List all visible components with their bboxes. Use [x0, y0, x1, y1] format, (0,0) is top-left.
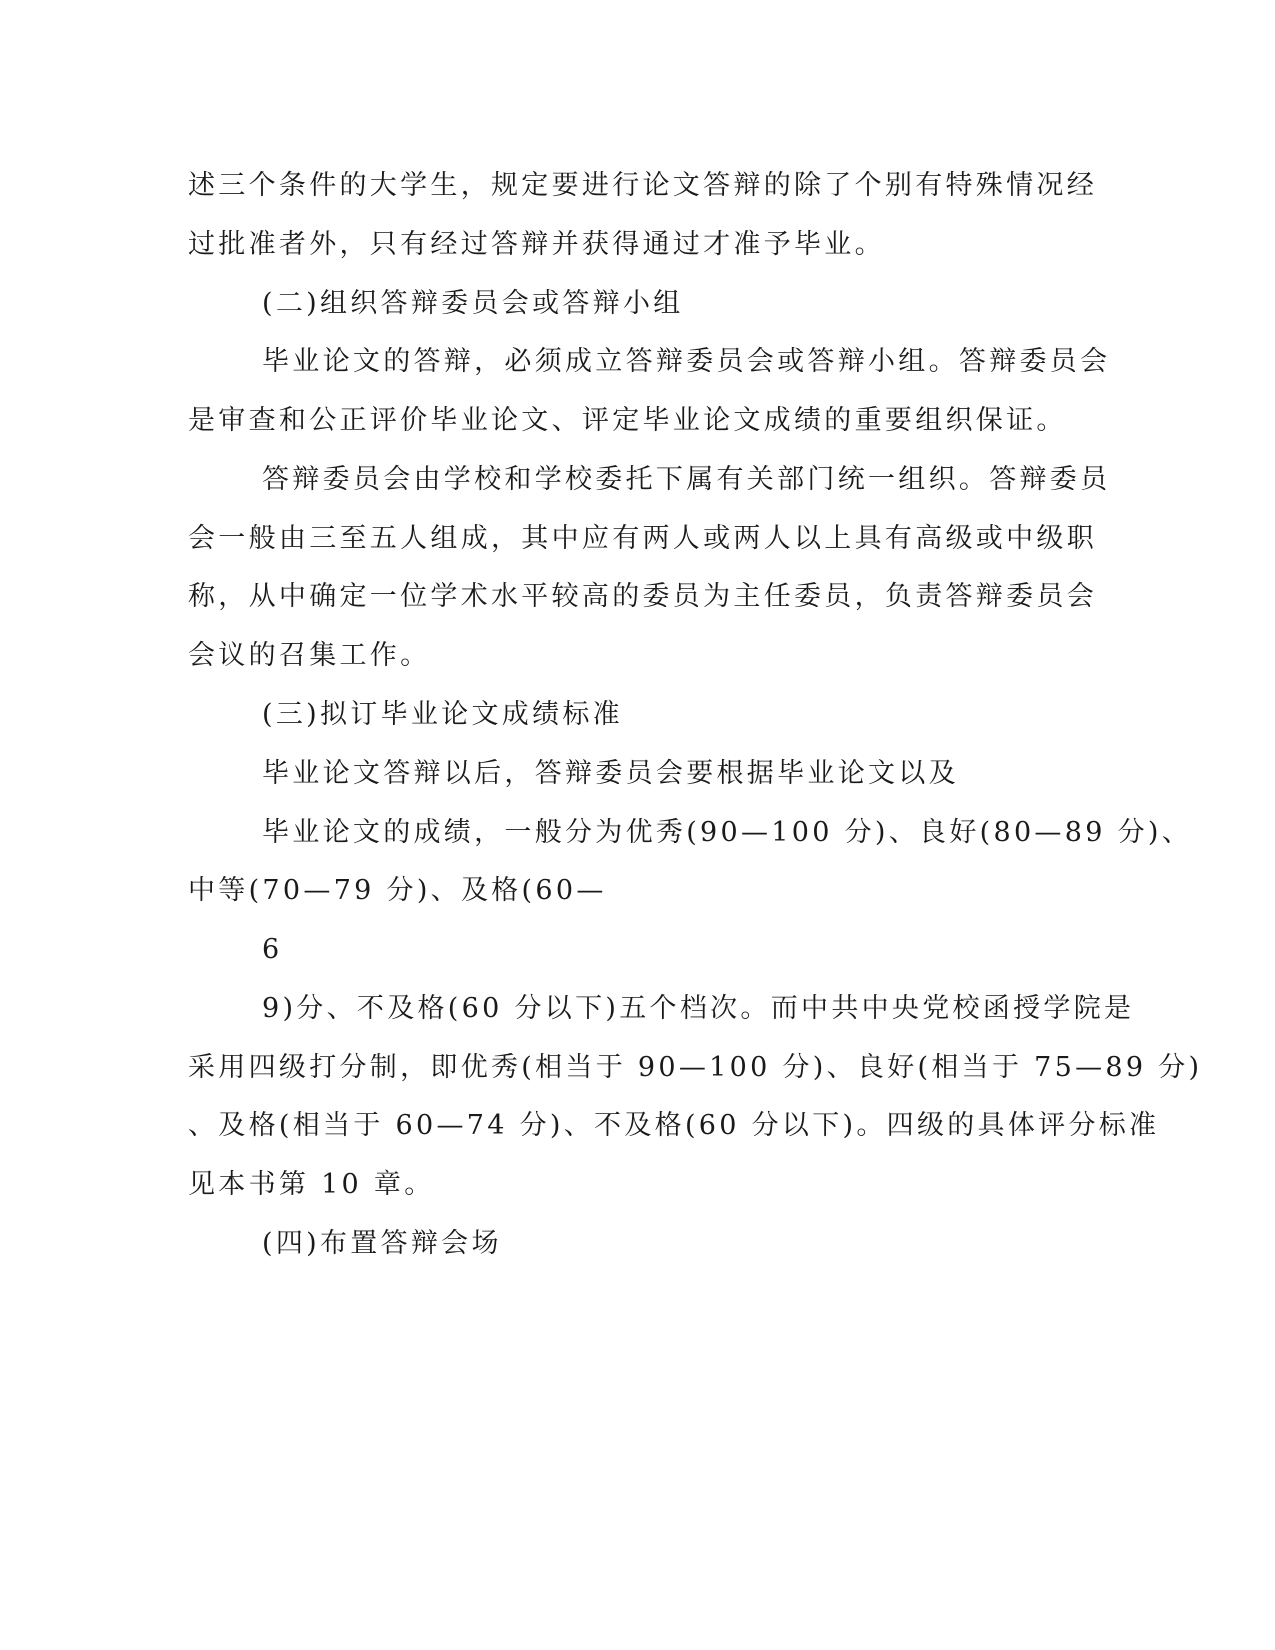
text-line: 中等(70—79 分)、及格(60— [188, 875, 607, 906]
text-line: 见本书第 10 章。 [188, 1169, 435, 1200]
text-line: 称，从中确定一位学术水平较高的委员为主任委员，负责答辩委员会 [188, 581, 1097, 612]
section-heading: (四)布置答辩会场 [262, 1228, 502, 1259]
text-line: 会一般由三至五人组成，其中应有两人或两人以上具有高级或中级职 [188, 523, 1097, 554]
text-line: 是审查和公正评价毕业论文、评定毕业论文成绩的重要组织保证。 [188, 405, 1067, 436]
text-line: 、及格(相当于 60—74 分)、不及格(60 分以下)。四级的具体评分标准 [188, 1110, 1160, 1141]
section-heading: (三)拟订毕业论文成绩标准 [262, 699, 623, 730]
text-line: 会议的召集工作。 [188, 640, 431, 671]
text-line: 采用四级打分制，即优秀(相当于 90—100 分)、良好(相当于 75—89 分) [188, 1052, 1203, 1083]
text-line: 过批准者外，只有经过答辩并获得通过才准予毕业。 [188, 229, 885, 260]
text-line: 9)分、不及格(60 分以下)五个档次。而中共中央党校函授学院是 [262, 993, 1135, 1024]
section-heading: (二)组织答辩委员会或答辩小组 [262, 288, 684, 319]
text-line: 毕业论文的答辩，必须成立答辩委员会或答辩小组。答辩委员会 [262, 346, 1111, 377]
text-line: 毕业论文的成绩，一般分为优秀(90—100 分)、良好(80—89 分)、 [262, 817, 1193, 848]
text-line: 答辩委员会由学校和学校委托下属有关部门统一组织。答辩委员 [262, 464, 1111, 495]
text-line: 毕业论文答辩以后，答辩委员会要根据毕业论文以及 [262, 758, 959, 789]
page-number: 6 [262, 934, 283, 965]
text-line: 述三个条件的大学生，规定要进行论文答辩的除了个别有特殊情况经 [188, 170, 1097, 201]
